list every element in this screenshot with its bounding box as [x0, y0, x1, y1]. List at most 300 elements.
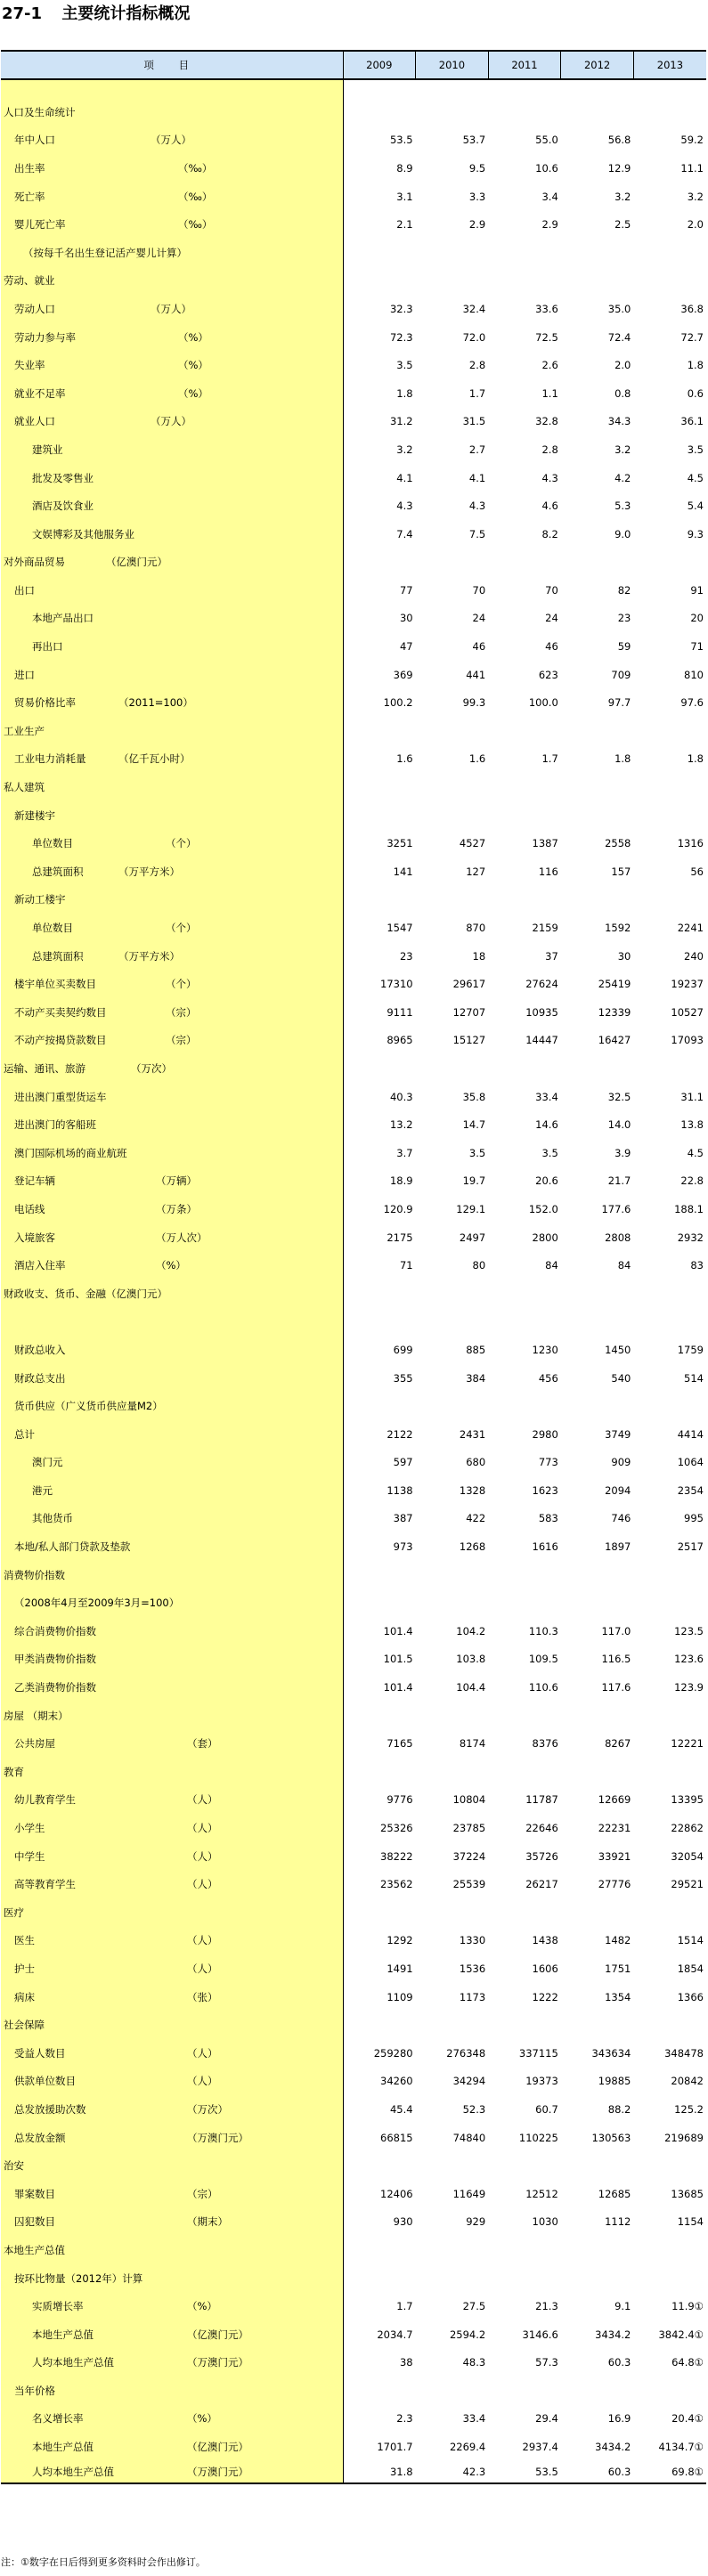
value-cell: 32.4	[462, 302, 486, 315]
value-cell	[488, 549, 561, 577]
value-cell: 59	[617, 640, 631, 654]
value-cell: 32.3	[389, 302, 413, 315]
value-cell	[416, 886, 489, 914]
value-cell: 100.0	[528, 696, 558, 710]
table-row	[1, 1027, 706, 1055]
value-cell	[633, 1561, 706, 1589]
value-cell: 1354	[605, 1990, 631, 2003]
value-cell: 8.2	[541, 527, 558, 540]
value-cell: 12707	[452, 1005, 486, 1019]
row-unit: （%）	[187, 2412, 217, 2426]
row-item-cell	[1, 1954, 343, 1983]
value-cell: 2122	[387, 1427, 413, 1441]
value-cell: 36.1	[680, 415, 704, 428]
value-cell	[561, 1280, 634, 1308]
row-unit: （亿千瓦小时）	[118, 752, 191, 766]
value-cell: 2980	[532, 1427, 558, 1441]
value-cell	[343, 1392, 416, 1420]
value-cell: 23	[617, 612, 631, 625]
row-unit: （万条）	[156, 1202, 197, 1215]
row-label: 本地产品出口	[32, 612, 94, 625]
value-cell: 2431	[459, 1427, 486, 1441]
value-cell: 369	[393, 668, 413, 681]
value-cell: 14447	[525, 1034, 558, 1047]
value-cell	[343, 1308, 416, 1337]
row-item-cell	[1, 632, 343, 661]
row-label: 年中人口	[14, 134, 55, 147]
row-unit: （%）	[178, 386, 208, 400]
value-cell: 72.4	[607, 330, 631, 344]
row-item-cell	[1, 1673, 343, 1702]
page-title	[2, 0, 190, 28]
table-row	[1, 2011, 706, 2039]
row-item-cell	[1, 1251, 343, 1280]
value-cell: 19373	[525, 2075, 558, 2088]
row-item-cell	[1, 688, 343, 717]
value-cell: 2175	[387, 1231, 413, 1244]
value-cell	[343, 98, 416, 126]
row-item-cell	[1, 2349, 343, 2377]
value-cell	[488, 2377, 561, 2405]
row-item-cell	[1, 1505, 343, 1533]
value-cell: 33921	[598, 1849, 631, 1863]
value-cell	[633, 549, 706, 577]
value-cell	[561, 717, 634, 745]
value-cell	[416, 1758, 489, 1786]
value-cell	[633, 2264, 706, 2293]
row-unit: （‰）	[178, 161, 213, 175]
row-item-cell	[1, 351, 343, 379]
value-cell: 259280	[373, 2046, 413, 2060]
table-row	[1, 661, 706, 689]
value-cell	[633, 1308, 706, 1337]
row-label: 护士	[14, 1962, 35, 1975]
row-item-cell	[1, 2208, 343, 2237]
value-cell: 870	[466, 922, 486, 935]
value-cell	[416, 2264, 489, 2293]
value-cell: 5.3	[614, 500, 631, 513]
row-item-cell	[1, 379, 343, 408]
row-item-cell	[1, 1167, 343, 1196]
value-cell: 110225	[518, 2131, 558, 2144]
value-cell: 1606	[532, 1962, 558, 1975]
row-label: 进出澳门的客船班	[14, 1118, 96, 1132]
value-cell	[416, 1589, 489, 1617]
value-cell	[633, 1758, 706, 1786]
row-unit: （万人）	[151, 302, 191, 315]
value-cell: 1230	[532, 1343, 558, 1356]
row-unit: （人）	[187, 1878, 218, 1891]
row-item-cell	[1, 2264, 343, 2293]
value-cell: 32.5	[607, 1090, 631, 1103]
value-cell: 33.6	[535, 302, 558, 315]
row-item-cell	[1, 1702, 343, 1730]
value-cell: 3.2	[614, 190, 631, 203]
table-row	[1, 408, 706, 436]
value-cell	[488, 717, 561, 745]
table-row	[1, 549, 706, 577]
value-cell: 22231	[598, 1822, 631, 1835]
value-cell: 1.7	[396, 2300, 413, 2313]
value-cell: 11787	[525, 1793, 558, 1807]
value-cell: 885	[466, 1343, 486, 1356]
value-cell: 45.4	[389, 2102, 413, 2116]
row-label: 名义增长率	[32, 2412, 84, 2426]
value-cell	[561, 2264, 634, 2293]
footnote: 注：①数字在日后得到更多资料时会作出修订。	[1, 2556, 206, 2568]
row-unit: （人）	[187, 2046, 218, 2060]
row-item-cell	[1, 323, 343, 352]
table-row	[1, 1927, 706, 1955]
value-cell	[633, 2011, 706, 2039]
row-label: 劳动、就业	[4, 274, 55, 288]
row-label: 罪案数目	[14, 2187, 55, 2200]
value-cell: 2.5	[614, 218, 631, 232]
value-cell	[633, 1054, 706, 1083]
row-label: 本地生产总值	[4, 2243, 65, 2256]
value-cell: 31.1	[680, 1090, 704, 1103]
value-cell: 14.7	[462, 1118, 486, 1132]
value-cell	[633, 801, 706, 830]
value-cell: 104.2	[456, 1624, 486, 1637]
year-column-header: 2012	[561, 51, 634, 79]
row-item-cell	[1, 2236, 343, 2264]
value-cell: 23	[399, 949, 413, 963]
value-cell: 130563	[591, 2131, 631, 2144]
value-cell: 1.8	[687, 359, 704, 372]
row-item-cell	[1, 1054, 343, 1083]
value-cell: 0.8	[614, 386, 631, 400]
table-row	[1, 2377, 706, 2405]
value-cell: 42.3	[416, 2461, 489, 2483]
table-row	[1, 239, 706, 267]
row-label: 劳动力参与率	[14, 330, 76, 344]
value-cell: 34294	[452, 2075, 486, 2088]
row-item-cell	[1, 126, 343, 155]
row-unit: （万平方米）	[118, 865, 180, 878]
value-cell	[561, 801, 634, 830]
value-cell: 23785	[452, 1822, 486, 1835]
row-item-cell	[1, 801, 343, 830]
table-title: 主要统计指标概况	[61, 4, 191, 23]
row-label: （2008年4月至2009年3月=100）	[14, 1597, 180, 1610]
value-cell: 9776	[387, 1793, 413, 1807]
value-cell: 10935	[525, 1005, 558, 1019]
table-row	[1, 79, 706, 98]
row-item-cell	[1, 2095, 343, 2124]
value-cell: 12685	[598, 2187, 631, 2200]
row-item-cell	[1, 1786, 343, 1815]
table-row	[1, 492, 706, 520]
row-label: 失业率	[14, 359, 45, 372]
row-label: 综合消费物价指数	[14, 1624, 96, 1637]
value-cell	[561, 267, 634, 296]
value-cell: 12339	[598, 1005, 631, 1019]
value-cell: 3.5	[541, 1146, 558, 1159]
value-cell	[488, 801, 561, 830]
value-cell: 3.5	[396, 359, 413, 372]
value-cell: 3.2	[687, 190, 704, 203]
row-label: 小学生	[14, 1822, 45, 1835]
value-cell: 13685	[671, 2187, 704, 2200]
value-cell: 116	[538, 865, 558, 878]
row-item-cell	[1, 2292, 343, 2320]
value-cell: 709	[611, 668, 631, 681]
value-cell: 1854	[677, 1962, 704, 1975]
value-cell: 2808	[605, 1231, 631, 1244]
value-cell: 20.6	[535, 1174, 558, 1188]
value-cell	[416, 79, 489, 98]
value-cell: 127	[466, 865, 486, 878]
value-cell: 4.1	[468, 471, 486, 484]
value-cell: 72.5	[535, 330, 558, 344]
table-body	[1, 79, 706, 2483]
value-cell: 80	[472, 1259, 486, 1272]
row-label: 财政收支、货币、金融（亿澳门元）	[4, 1287, 167, 1300]
value-cell: 33.4	[535, 1090, 558, 1103]
value-cell: 2.8	[468, 359, 486, 372]
value-cell: 219689	[664, 2131, 704, 2144]
row-label: 高等教育学生	[14, 1878, 76, 1891]
value-cell: 3.2	[614, 443, 631, 456]
value-cell: 2800	[532, 1231, 558, 1244]
value-cell	[633, 2236, 706, 2264]
value-cell: 46	[472, 640, 486, 654]
value-cell	[561, 1392, 634, 1420]
row-label: 治安	[4, 2159, 24, 2173]
row-item-cell	[1, 1027, 343, 1055]
value-cell	[343, 1758, 416, 1786]
row-item-cell	[1, 1617, 343, 1646]
value-cell: 240	[684, 949, 704, 963]
row-unit: （万人）	[151, 415, 191, 428]
value-cell	[416, 98, 489, 126]
value-cell	[561, 773, 634, 801]
row-item-cell	[1, 886, 343, 914]
row-unit: （万次）	[131, 1061, 172, 1075]
value-cell: 2932	[677, 1231, 704, 1244]
value-cell: 71	[690, 640, 704, 654]
value-cell: 125.2	[674, 2102, 704, 2116]
row-unit: （个）	[166, 978, 197, 991]
row-label: 酒店及饮食业	[32, 500, 94, 513]
value-cell: 104.4	[456, 1681, 486, 1694]
value-cell	[343, 79, 416, 98]
table-row	[1, 2095, 706, 2124]
value-cell	[416, 2151, 489, 2180]
value-cell: 337115	[518, 2046, 558, 2060]
table-row	[1, 688, 706, 717]
value-cell	[561, 1758, 634, 1786]
table-row	[1, 829, 706, 857]
value-cell: 14.6	[535, 1118, 558, 1132]
table-row	[1, 323, 706, 352]
value-cell: 35726	[525, 1849, 558, 1863]
value-cell: 1.6	[468, 752, 486, 766]
value-cell: 9.5	[468, 161, 486, 175]
row-item-cell	[1, 1223, 343, 1252]
value-cell: 48.3	[462, 2356, 486, 2369]
value-cell	[633, 239, 706, 267]
value-cell: 930	[393, 2215, 413, 2229]
value-cell	[343, 773, 416, 801]
value-cell	[343, 1898, 416, 1927]
table-row	[1, 154, 706, 183]
value-cell: 1.8	[614, 752, 631, 766]
value-cell: 1138	[387, 1483, 413, 1497]
value-cell	[561, 1702, 634, 1730]
row-item-cell	[1, 2377, 343, 2405]
value-cell: 27776	[598, 1878, 631, 1891]
table-row	[1, 1842, 706, 1871]
value-cell: 583	[538, 1512, 558, 1525]
year-column-header: 2011	[488, 51, 561, 79]
value-cell: 46	[545, 640, 558, 654]
table-row	[1, 1617, 706, 1646]
value-cell	[561, 886, 634, 914]
value-cell: 2497	[459, 1231, 486, 1244]
row-label: 财政总收入	[14, 1343, 66, 1356]
table-row	[1, 914, 706, 942]
value-cell: 8376	[532, 1737, 558, 1751]
table-row	[1, 2208, 706, 2237]
row-unit: （%）	[178, 359, 208, 372]
value-cell: 1154	[677, 2215, 704, 2229]
row-unit: （%）	[187, 2300, 217, 2313]
value-cell: 14.0	[607, 1118, 631, 1132]
table-row	[1, 1561, 706, 1589]
row-label: 本地生产总值	[32, 2441, 94, 2454]
row-item-cell	[1, 154, 343, 183]
value-cell: 7.4	[396, 527, 413, 540]
value-cell	[343, 267, 416, 296]
value-cell: 32054	[671, 1849, 704, 1863]
value-cell: 25419	[598, 978, 631, 991]
row-item-cell	[1, 942, 343, 971]
row-item-cell	[1, 829, 343, 857]
value-cell: 810	[684, 668, 704, 681]
value-cell	[633, 1589, 706, 1617]
table-row	[1, 1110, 706, 1139]
row-label: 单位数目	[32, 837, 73, 850]
value-cell: 30	[617, 949, 631, 963]
value-cell: 60.3	[561, 2461, 634, 2483]
value-cell: 71	[399, 1259, 413, 1272]
value-cell: 1536	[459, 1962, 486, 1975]
value-cell: 9.0	[614, 527, 631, 540]
value-cell: 37	[545, 949, 558, 963]
table-row	[1, 295, 706, 323]
value-cell	[343, 2377, 416, 2405]
table-row	[1, 2068, 706, 2096]
table-row	[1, 1589, 706, 1617]
table-row	[1, 1702, 706, 1730]
value-cell: 1616	[532, 1540, 558, 1554]
row-label: 再出口	[32, 640, 63, 654]
value-cell: 3434.2	[595, 2441, 631, 2454]
value-cell: 20842	[671, 2075, 704, 2088]
table-row	[1, 717, 706, 745]
row-item-cell	[1, 1898, 343, 1927]
value-cell	[561, 1308, 634, 1337]
row-item-cell	[1, 2433, 343, 2461]
value-cell: 32.8	[535, 415, 558, 428]
value-cell	[416, 2011, 489, 2039]
row-label: 公共房屋	[14, 1737, 55, 1751]
table-row	[1, 1729, 706, 1758]
table-row	[1, 1251, 706, 1280]
value-cell	[343, 1280, 416, 1308]
row-item-cell	[1, 970, 343, 998]
value-cell	[633, 79, 706, 98]
value-cell: 82	[617, 583, 631, 597]
value-cell	[416, 239, 489, 267]
value-cell: 12406	[380, 2187, 413, 2200]
item-column-header: 项 目	[1, 51, 343, 79]
row-label: 受益人数目	[14, 2046, 66, 2060]
value-cell	[488, 1308, 561, 1337]
value-cell: 24	[472, 612, 486, 625]
row-item-cell	[1, 2011, 343, 2039]
row-unit: （套）	[187, 1737, 218, 1751]
row-item-cell	[1, 2151, 343, 2180]
row-item-cell	[1, 1110, 343, 1139]
row-unit: （宗）	[166, 1034, 197, 1047]
row-item-cell	[1, 576, 343, 605]
row-label: 登记车辆	[14, 1174, 55, 1188]
row-item-cell	[1, 1983, 343, 2011]
value-cell: 38222	[380, 1849, 413, 1863]
row-item-cell	[1, 1870, 343, 1898]
row-label: 医疗	[4, 1906, 24, 1919]
row-label: 工业电力消耗量	[14, 752, 86, 766]
table-row	[1, 886, 706, 914]
value-cell	[343, 2011, 416, 2039]
row-unit: （万澳门元）	[187, 2465, 248, 2478]
row-label: 澳门元	[32, 1456, 63, 1469]
value-cell	[561, 549, 634, 577]
row-item-cell	[1, 1476, 343, 1505]
value-cell: 2.1	[396, 218, 413, 232]
value-cell	[343, 2151, 416, 2180]
value-cell: 2094	[605, 1483, 631, 1497]
row-label: 婴儿死亡率	[14, 218, 66, 232]
value-cell: 540	[611, 1371, 631, 1385]
value-cell: 9.3	[687, 527, 704, 540]
value-cell: 103.8	[456, 1653, 486, 1666]
value-cell: 1030	[532, 2215, 558, 2229]
value-cell: 177.6	[601, 1202, 631, 1215]
value-cell	[416, 2377, 489, 2405]
value-cell: 1.7	[541, 752, 558, 766]
row-label: （按每千名出生登记活产婴儿计算）	[23, 246, 187, 259]
value-cell: 37224	[452, 1849, 486, 1863]
value-cell: 12669	[598, 1793, 631, 1807]
row-item-cell	[1, 1927, 343, 1955]
value-cell: 2.3	[396, 2412, 413, 2426]
value-cell: 623	[538, 668, 558, 681]
value-cell	[633, 1702, 706, 1730]
value-cell	[561, 1561, 634, 1589]
row-label: 死亡率	[14, 190, 45, 203]
value-cell: 4.2	[614, 471, 631, 484]
value-cell	[488, 267, 561, 296]
value-cell: 1316	[677, 837, 704, 850]
value-cell	[343, 1561, 416, 1589]
row-item-cell	[1, 295, 343, 323]
row-item-cell	[1, 520, 343, 549]
value-cell	[561, 1898, 634, 1927]
